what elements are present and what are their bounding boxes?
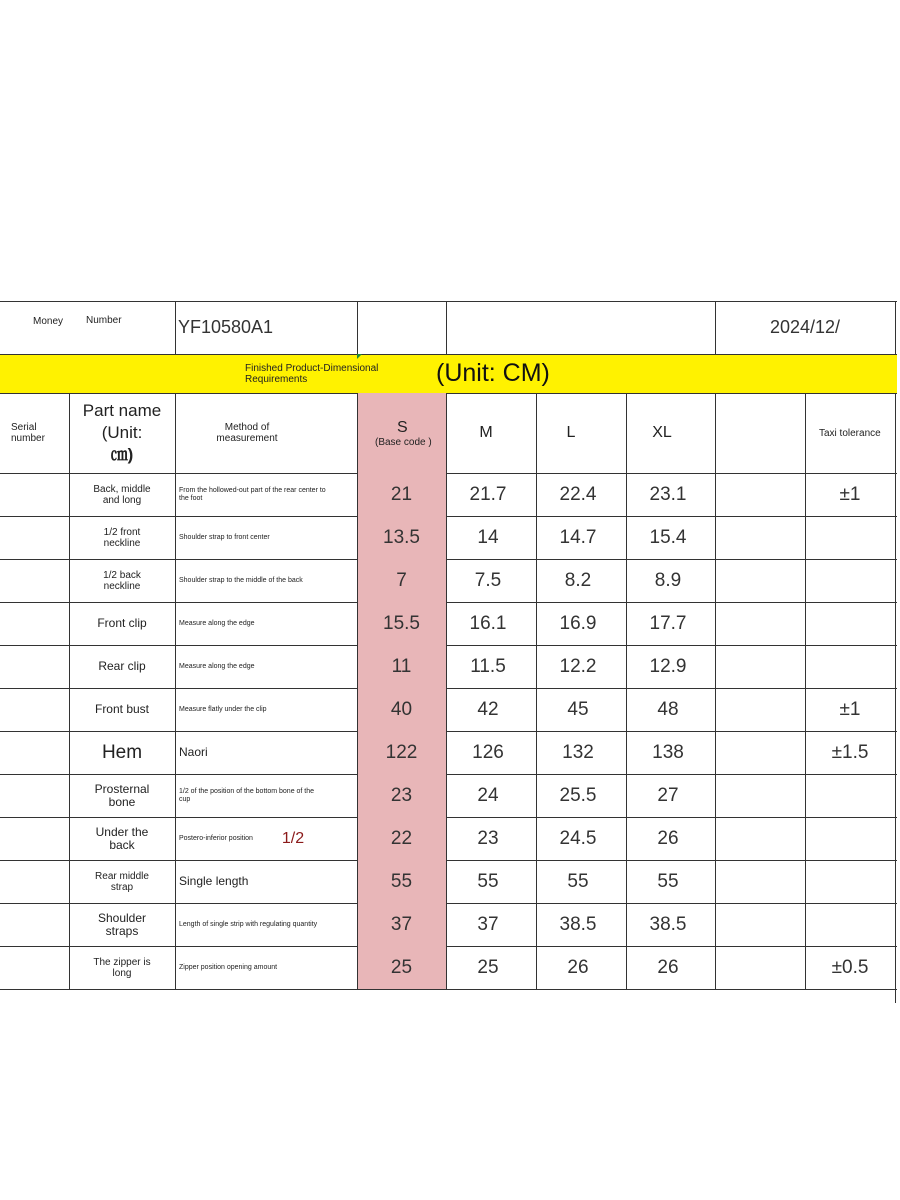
table-row	[0, 688, 897, 731]
size-m-value: 25	[477, 956, 499, 978]
size-l-value: 14.7	[559, 526, 597, 548]
part-name: 1/2 front neckline	[103, 526, 141, 549]
size-s-value: 23	[357, 774, 446, 817]
part-name: Prosternal bone	[94, 781, 150, 809]
part-name: The zipper is long	[93, 956, 151, 979]
size-m-value: 55	[477, 870, 499, 892]
size-l-value: 16.9	[559, 612, 597, 634]
size-l-value: 38.5	[559, 913, 597, 935]
measurement-method: Postero-inferior position	[179, 834, 253, 842]
tolerance-value	[805, 602, 895, 645]
size-l-value: 45	[567, 698, 589, 720]
money-label: Money	[33, 315, 64, 327]
size-s-value: 25	[357, 946, 446, 989]
size-m-value: 23	[477, 827, 499, 849]
size-xl-header: XL	[652, 424, 672, 441]
size-m-header: M	[479, 424, 493, 441]
size-m-value: 126	[472, 741, 504, 763]
table-row	[0, 645, 897, 688]
size-xl-value: 26	[657, 956, 679, 978]
size-xl-value: 23.1	[649, 483, 687, 505]
size-l-value: 24.5	[559, 827, 597, 849]
size-xl-value: 138	[652, 741, 684, 763]
measurement-method: 1/2 of the position of the bottom bone of the cup	[179, 787, 315, 803]
size-l-value: 26	[567, 956, 589, 978]
table-bottom-border	[0, 989, 897, 990]
banner-unit: (Unit: CM)	[436, 359, 550, 387]
part-name: Rear clip	[98, 659, 146, 673]
part-name-header	[69, 393, 175, 473]
measurement-method: Length of single strip with regulating quantity	[179, 920, 318, 928]
size-xl-value: 27	[657, 784, 679, 806]
banner-subtitle: Finished Product-Dimensional Requirements	[245, 362, 379, 385]
part-name: 1/2 back neckline	[103, 569, 141, 592]
measurement-method: Measure flatly under the clip	[179, 705, 267, 713]
size-m-value: 7.5	[474, 569, 502, 591]
size-l-value: 22.4	[559, 483, 597, 505]
tolerance-value	[805, 903, 895, 946]
method-header: Method of measurement	[216, 422, 278, 444]
table-row	[0, 516, 897, 559]
tolerance-value	[805, 516, 895, 559]
size-s-label: S	[397, 418, 408, 436]
tolerance-value: ±1	[839, 483, 861, 505]
size-l-value: 132	[562, 741, 594, 763]
column-header-row	[0, 393, 897, 473]
size-s-value: 13.5	[357, 516, 446, 559]
measurement-method: Shoulder strap to front center	[179, 533, 270, 541]
date: 2024/12/	[769, 317, 841, 337]
size-s-value: 15.5	[357, 602, 446, 645]
table-row	[0, 946, 897, 989]
size-xl-value: 55	[657, 870, 679, 892]
part-name: Back, middle and long	[93, 483, 151, 506]
tolerance-value: ±1.5	[831, 741, 869, 763]
part-name: Hem	[101, 741, 143, 763]
size-l-value: 8.2	[564, 569, 592, 591]
size-xl-value: 8.9	[654, 569, 682, 591]
number-label: Number	[86, 314, 122, 326]
part-name: Rear middle strap	[95, 870, 149, 893]
base-code-note: (Base code )	[375, 436, 432, 448]
size-l-value: 55	[567, 870, 589, 892]
tolerance-value: ±1	[839, 698, 861, 720]
part-name: Front clip	[97, 616, 147, 630]
size-l-header: L	[566, 424, 576, 441]
size-m-value: 37	[477, 913, 499, 935]
size-l-value: 25.5	[559, 784, 597, 806]
table-row	[0, 602, 897, 645]
size-xl-value: 15.4	[649, 526, 687, 548]
size-s-value: 7	[357, 559, 446, 602]
table-row	[0, 731, 897, 774]
part-name: Shoulder straps	[97, 910, 147, 938]
tolerance-value	[805, 860, 895, 903]
table-row	[0, 817, 897, 860]
size-spec-table	[0, 301, 897, 990]
tolerance-value	[805, 817, 895, 860]
size-s-value: 37	[357, 903, 446, 946]
part-name-label: Part name (Unit:	[82, 401, 162, 442]
measurement-method: Shoulder strap to the middle of the back	[179, 576, 303, 584]
table-row	[0, 559, 897, 602]
size-xl-value: 12.9	[649, 655, 687, 677]
right-border	[895, 393, 896, 1003]
header-row	[0, 301, 897, 354]
size-xl-value: 48	[657, 698, 679, 720]
size-m-value: 11.5	[470, 655, 506, 677]
table-row	[0, 473, 897, 516]
table-row	[0, 774, 897, 817]
size-m-value: 14	[477, 526, 499, 548]
measurement-method: From the hollowed-out part of the rear center to the foot	[179, 486, 326, 502]
table-row	[0, 903, 897, 946]
table-body	[0, 473, 897, 989]
size-s-header	[357, 393, 446, 473]
size-m-value: 16.1	[469, 612, 507, 634]
size-s-value: 21	[357, 473, 446, 516]
size-s-value: 22	[357, 817, 446, 860]
part-name: Under the back	[95, 824, 149, 852]
tolerance-value	[805, 559, 895, 602]
tolerance-value	[805, 774, 895, 817]
measurement-method: Naori	[179, 745, 208, 759]
table-row	[0, 860, 897, 903]
measurement-method: Measure along the edge	[179, 662, 255, 670]
size-l-value: 12.2	[559, 655, 597, 677]
size-xl-value: 38.5	[649, 913, 687, 935]
serial-header: Serial number	[11, 422, 45, 444]
tolerance-value: ±0.5	[831, 956, 869, 978]
title-banner	[0, 354, 897, 393]
size-s-value: 55	[357, 860, 446, 903]
size-s-value: 122	[357, 731, 446, 774]
size-m-value: 21.7	[469, 483, 507, 505]
measurement-method: Measure along the edge	[179, 619, 255, 627]
method-note: 1/2	[281, 829, 305, 847]
size-s-value: 40	[357, 688, 446, 731]
style-number: YF10580A1	[178, 317, 274, 337]
tolerance-header: Taxi tolerance	[819, 427, 881, 439]
measurement-method: Single length	[179, 874, 249, 888]
size-s-value: 11	[357, 645, 446, 688]
size-m-value: 42	[477, 698, 499, 720]
size-xl-value: 17.7	[649, 612, 687, 634]
part-name: Front bust	[94, 702, 150, 716]
part-name-unit: ㎝)	[110, 445, 134, 464]
measurement-method: Zipper position opening amount	[179, 963, 278, 971]
size-xl-value: 26	[657, 827, 679, 849]
tolerance-value	[805, 645, 895, 688]
size-m-value: 24	[477, 784, 499, 806]
